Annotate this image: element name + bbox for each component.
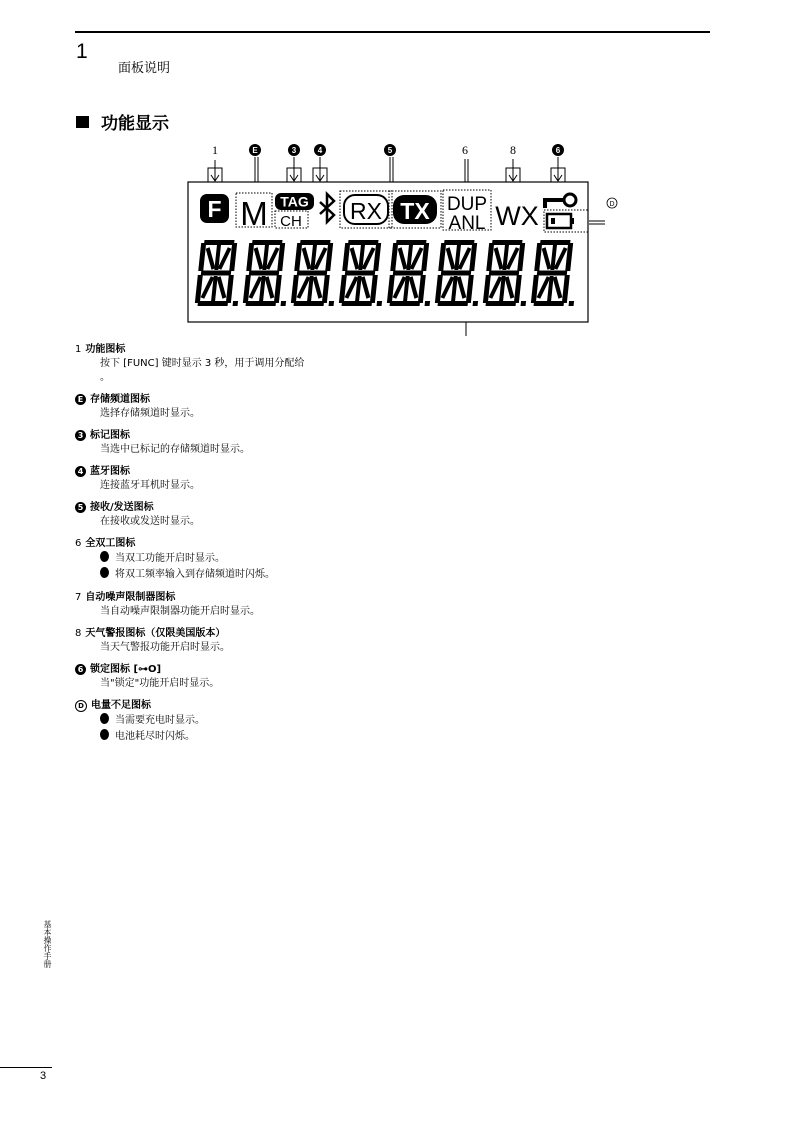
bullet-icon [100, 729, 109, 740]
item-title: 功能图标 [85, 344, 126, 355]
item-title: 接收/发送图标 [90, 502, 154, 513]
item-text: 按下 [FUNC] 键时显示 3 秒，用于调用分配给 [100, 358, 305, 369]
description-item [75, 429, 495, 457]
item-title: 蓝牙图标 [90, 466, 130, 477]
item-bullet: 电池耗尽时闪烁。 [75, 729, 495, 745]
svg-text:6: 6 [555, 146, 561, 155]
item-heading [75, 591, 495, 605]
chapter-number: 1 [76, 40, 88, 63]
chapter-title: 面板说明 [118, 61, 171, 76]
callout-8: 8 [510, 143, 516, 157]
item-text: 当"锁定"功能开启时显示。 [100, 678, 220, 689]
tx-icon: TX [400, 198, 430, 224]
item-title: 标记图标 [90, 430, 130, 441]
section-title: 功能显示 [76, 109, 169, 134]
description-item [75, 537, 495, 583]
item-bullet: 当双工功能开启时显示。 [75, 551, 495, 567]
description-item [75, 465, 495, 493]
description-item [75, 699, 495, 745]
item-title: 天气警报图标（仅限美国版本） [85, 628, 226, 639]
callout-3 [288, 144, 300, 156]
section-square-icon [76, 116, 89, 128]
svg-text:E: E [252, 146, 258, 155]
svg-text:D: D [609, 201, 615, 208]
callout-4 [314, 144, 326, 156]
item-marker: E [75, 394, 86, 405]
footer-rule [0, 1067, 52, 1068]
item-marker: 8 [75, 628, 82, 639]
memory-icon: M [240, 195, 268, 232]
item-text: 在接收或发送时显示。 [100, 516, 200, 527]
item-bullet: 当需要充电时显示。 [75, 713, 495, 729]
item-marker: 6 [75, 538, 82, 549]
item-marker: D [75, 700, 87, 712]
item-title: 自动噪声限制器图标 [85, 592, 176, 603]
item-marker: 3 [75, 430, 86, 441]
item-marker: 5 [75, 502, 86, 513]
callout-6b [552, 144, 564, 156]
item-heading [75, 343, 495, 357]
svg-text:4: 4 [317, 146, 323, 155]
tag-icon: TAG [280, 193, 309, 210]
item-heading [75, 429, 495, 443]
description-item [75, 343, 495, 385]
lcd-display-diagram [180, 140, 620, 340]
item-marker: 6 [75, 664, 86, 675]
wx-icon: WX [495, 201, 539, 231]
item-heading [75, 699, 495, 713]
svg-text:3: 3 [291, 146, 297, 155]
rx-icon: RX [350, 198, 382, 224]
item-title: 锁定图标 [⊶O] [90, 664, 162, 675]
item-text: 当自动噪声限制器功能开启时显示。 [100, 606, 260, 617]
description-item [75, 663, 495, 691]
item-text: 。 [100, 372, 110, 383]
description-list [75, 343, 495, 753]
func-icon [200, 194, 229, 223]
callout-1: 1 [212, 143, 218, 157]
item-heading [75, 393, 495, 407]
description-item [75, 393, 495, 421]
item-marker: 7 [75, 592, 82, 603]
svg-text:5: 5 [387, 146, 393, 155]
item-title: 存储频道图标 [90, 394, 150, 405]
item-text: 选择存储频道时显示。 [100, 408, 200, 419]
ch-icon: CH [280, 213, 302, 230]
svg-text:F: F [207, 196, 222, 222]
item-text: 当选中已标记的存储频道时显示。 [100, 444, 250, 455]
callout-e [249, 144, 261, 156]
bullet-icon [100, 551, 109, 562]
description-item [75, 591, 495, 619]
callout-d [607, 198, 617, 208]
item-heading [75, 537, 495, 551]
item-heading [75, 663, 495, 677]
item-text: 连接蓝牙耳机时显示。 [100, 480, 200, 491]
header-rule [75, 31, 710, 33]
item-bullet: 将双工频率输入到存储频道时闪烁。 [75, 567, 495, 583]
item-title: 电量不足图标 [91, 700, 151, 711]
sidebar-text: 基本操作手册 [43, 920, 52, 968]
callout-5 [384, 144, 396, 156]
item-heading [75, 501, 495, 515]
bullet-icon [100, 567, 109, 578]
item-title: 全双工图标 [85, 538, 136, 549]
item-heading [75, 627, 495, 641]
description-item [75, 627, 495, 655]
item-marker: 4 [75, 466, 86, 477]
bullet-icon [100, 713, 109, 724]
anl-icon: ANL [448, 213, 486, 234]
item-heading [75, 465, 495, 479]
callout-6: 6 [462, 143, 468, 157]
page-number: 3 [40, 1070, 47, 1082]
description-item [75, 501, 495, 529]
item-marker: 1 [75, 344, 82, 355]
item-text: 当天气警报功能开启时显示。 [100, 642, 230, 653]
dup-icon: DUP [446, 194, 488, 215]
